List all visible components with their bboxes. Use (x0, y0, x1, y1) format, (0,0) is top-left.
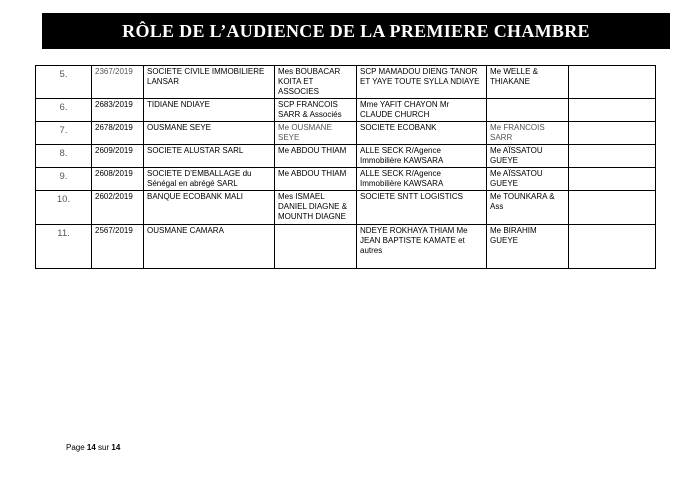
page-banner (42, 13, 670, 49)
table-row (36, 122, 656, 145)
opponent-counsel-cell (487, 66, 569, 99)
counsel-cell-text: Me ABDOU THIAM (278, 169, 347, 178)
opponent-counsel-cell (487, 99, 569, 122)
counsel-cell-text: Me ABDOU THIAM (278, 146, 347, 155)
case-ref-cell (92, 225, 144, 269)
table-row (36, 225, 656, 269)
case-number-cell (36, 122, 92, 145)
counsel-cell (275, 122, 357, 145)
opponent-cell (357, 225, 487, 269)
counsel-cell-text: Mes BOUBACAR KOITA ET ASSOCIES (278, 67, 341, 96)
hearing-roll-table (35, 65, 656, 269)
case-ref-cell (92, 66, 144, 99)
case-ref-cell-text: 2608/2019 (95, 169, 133, 178)
opponent-counsel-cell (487, 168, 569, 191)
opponent-cell (357, 122, 487, 145)
page-title: RÔLE DE L’AUDIENCE DE LA PREMIERE CHAMBRE (122, 20, 590, 41)
counsel-cell (275, 168, 357, 191)
extra-cell (569, 122, 656, 145)
party-cell-text: OUSMANE CAMARA (147, 226, 224, 235)
case-number-cell-text: 11. (57, 228, 70, 239)
case-ref-cell-text: 2367/2019 (95, 67, 133, 76)
table-row (36, 145, 656, 168)
case-number-cell-text: 5. (59, 69, 68, 80)
extra-cell (569, 191, 656, 225)
opponent-cell (357, 99, 487, 122)
opponent-cell (357, 168, 487, 191)
table-row (36, 66, 656, 99)
case-ref-cell (92, 168, 144, 191)
case-ref-cell-text: 2602/2019 (95, 192, 133, 201)
opponent-counsel-cell (487, 191, 569, 225)
opponent-cell-text: SCP MAMADOU DIENG TANOR ET YAYE TOUTE SYLLA NDIAYE (360, 67, 480, 86)
party-cell-text: OUSMANE SEYE (147, 123, 212, 132)
opponent-counsel-cell-text: Me BIRAHIM GUEYE (490, 226, 537, 245)
party-cell (144, 122, 275, 145)
opponent-counsel-cell-text: Me AÏSSATOU GUEYE (490, 169, 543, 188)
opponent-cell-text: SOCIETE ECOBANK (360, 123, 437, 132)
opponent-cell-text: SOCIETE SNTT LOGISTICS (360, 192, 463, 201)
party-cell (144, 99, 275, 122)
opponent-counsel-cell-text: Me AÏSSATOU GUEYE (490, 146, 543, 165)
opponent-cell-text: ALLE SECK R/Agence Immobilière KAWSARA (360, 169, 444, 188)
opponent-counsel-cell-text: Me TOUNKARA & Ass (490, 192, 555, 211)
page-total: 14 (111, 443, 121, 452)
party-cell (144, 145, 275, 168)
case-ref-cell-text: 2683/2019 (95, 100, 133, 109)
case-number-cell (36, 225, 92, 269)
opponent-cell (357, 66, 487, 99)
case-number-cell (36, 145, 92, 168)
party-cell-text: TIDIANE NDIAYE (147, 100, 210, 109)
counsel-cell (275, 191, 357, 225)
case-number-cell-text: 7. (59, 125, 68, 136)
counsel-cell (275, 145, 357, 168)
opponent-cell-text: ALLE SECK R/Agence Immobilière KAWSARA (360, 146, 444, 165)
opponent-counsel-cell (487, 122, 569, 145)
opponent-counsel-cell-text: Me WELLE & THIAKANE (490, 67, 539, 86)
case-ref-cell-text: 2678/2019 (95, 123, 133, 132)
page-current: 14 (86, 443, 96, 452)
opponent-cell (357, 145, 487, 168)
table-row (36, 191, 656, 225)
case-number-cell-text: 9. (59, 171, 68, 182)
party-cell-text: BANQUE ECOBANK MALI (147, 192, 244, 201)
opponent-counsel-cell (487, 145, 569, 168)
case-number-cell (36, 168, 92, 191)
case-number-cell-text: 6. (59, 102, 68, 113)
case-ref-cell-text: 2567/2019 (95, 226, 133, 235)
opponent-cell-text: NDEYE ROKHAYA THIAM Me JEAN BAPTISTE KAMATE et autres (360, 226, 468, 255)
case-ref-cell (92, 99, 144, 122)
opponent-counsel-cell-text: Me FRANCOIS SARR (490, 123, 545, 142)
case-number-cell (36, 191, 92, 225)
extra-cell (569, 66, 656, 99)
counsel-cell (275, 99, 357, 122)
party-cell (144, 66, 275, 99)
table-row (36, 99, 656, 122)
page-sep: sur (95, 443, 112, 452)
party-cell-text: SOCIETE ALUSTAR SARL (147, 146, 244, 155)
case-ref-cell (92, 191, 144, 225)
case-number-cell (36, 99, 92, 122)
case-ref-cell-text: 2609/2019 (95, 146, 133, 155)
extra-cell (569, 145, 656, 168)
page-footer (66, 443, 120, 452)
case-number-cell-text: 8. (59, 148, 68, 159)
counsel-cell (275, 225, 357, 269)
case-ref-cell (92, 145, 144, 168)
table-row (36, 168, 656, 191)
opponent-counsel-cell (487, 225, 569, 269)
party-cell (144, 225, 275, 269)
counsel-cell-text: Mes ISMAEL DANIEL DIAGNE & MOUNTH DIAGNE (278, 192, 348, 221)
extra-cell (569, 99, 656, 122)
counsel-cell-text: SCP FRANCOIS SARR & Associés (278, 100, 342, 119)
page-prefix: Page (66, 443, 87, 452)
extra-cell (569, 168, 656, 191)
party-cell-text: SOCIETE D’EMBALLAGE du Sénégal en abrégé SARL (147, 169, 252, 188)
party-cell-text: SOCIETE CIVILE IMMOBILIERE LANSAR (147, 67, 265, 86)
counsel-cell-text: Me OUSMANE SEYE (278, 123, 332, 142)
party-cell (144, 191, 275, 225)
counsel-cell (275, 66, 357, 99)
case-number-cell (36, 66, 92, 99)
case-number-cell-text: 10. (56, 194, 71, 205)
case-ref-cell (92, 122, 144, 145)
opponent-cell (357, 191, 487, 225)
extra-cell (569, 225, 656, 269)
opponent-cell-text: Mme YAFIT CHAYON Mr CLAUDE CHURCH (360, 100, 450, 119)
party-cell (144, 168, 275, 191)
